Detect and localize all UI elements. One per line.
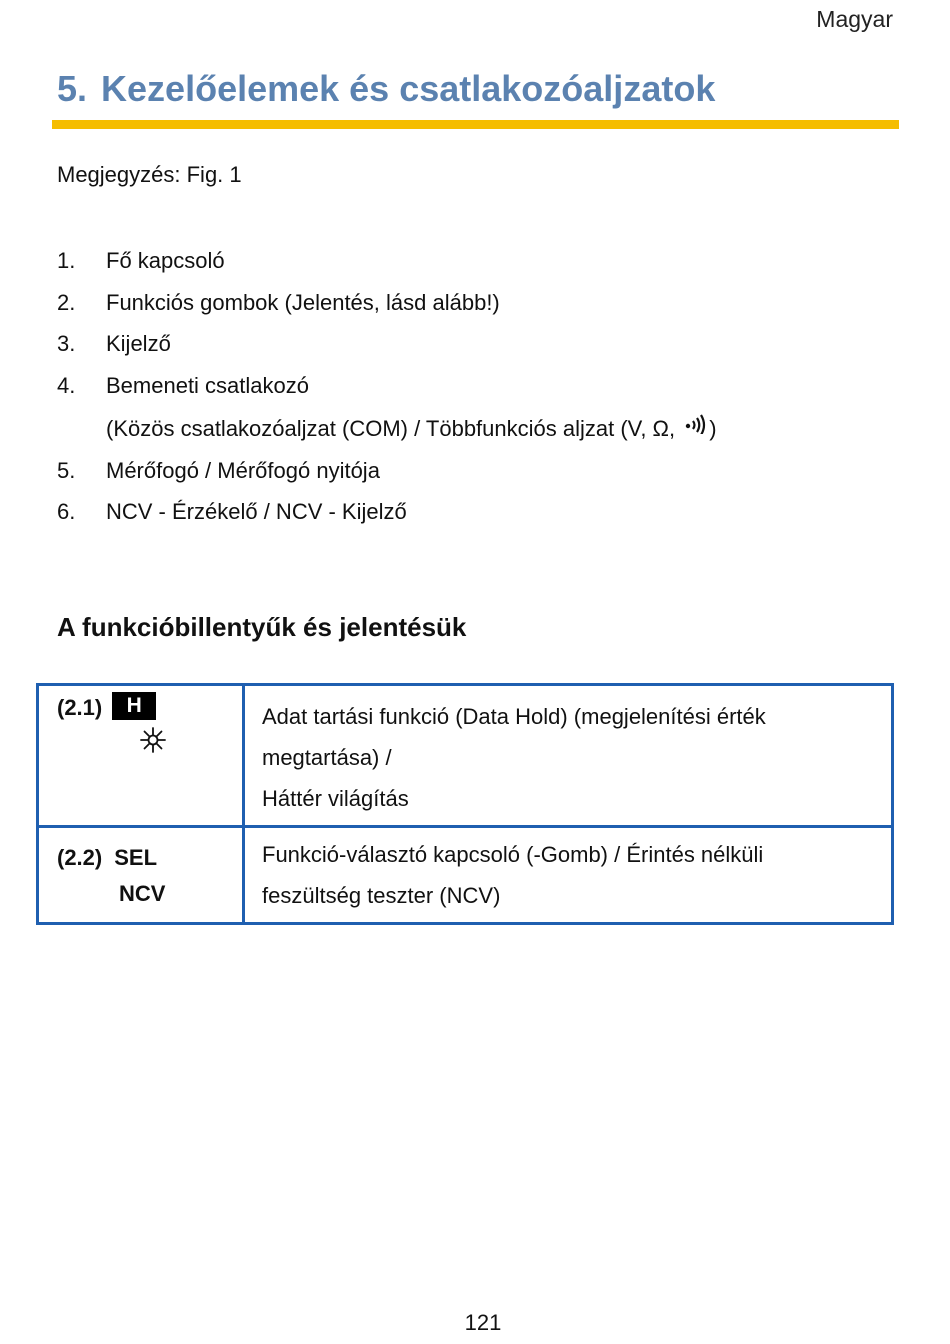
select-key-label: SEL: [114, 845, 158, 870]
list-item: [57, 365, 717, 450]
list-text: Mérőfogó / Mérőfogó nyitója: [106, 457, 380, 483]
list-item: [57, 282, 717, 324]
list-item: [57, 323, 717, 365]
key-number: (2.1): [57, 695, 103, 720]
list-item: [57, 491, 717, 533]
list-text: Kijelző: [106, 331, 171, 356]
hold-key-label: H: [112, 692, 156, 720]
table-row: [38, 685, 893, 827]
list-continuation-end: ): [709, 416, 717, 441]
list-text: Bemeneti csatlakozó: [106, 372, 309, 398]
chapter-title: [57, 68, 715, 110]
continuity-beep-icon: [685, 406, 709, 448]
list-text: Fő kapcsoló: [106, 248, 225, 273]
description-line: Háttér világítás: [262, 786, 409, 811]
chapter-title-text: Kezelőelemek és csatlakozóaljzatok: [101, 68, 716, 109]
list-number: 3.: [57, 331, 76, 356]
chapter-divider: [52, 120, 899, 129]
list-text: NCV - Érzékelő / NCV - Kijelző: [106, 499, 407, 524]
description-line: megtartása) /: [262, 745, 392, 770]
language-label: Magyar: [816, 6, 893, 32]
function-key-table: [36, 683, 894, 925]
sun-backlight-icon: [57, 726, 242, 760]
section-heading: A funkcióbillentyűk és jelentésük: [57, 612, 467, 642]
list-number: 5.: [57, 457, 76, 483]
control-list: [57, 240, 717, 533]
list-number: 6.: [57, 499, 76, 524]
list-number: 4.: [57, 372, 76, 398]
ncv-key-label: NCV: [119, 881, 166, 906]
list-number: 2.: [57, 289, 76, 315]
chapter-number: 5.: [57, 68, 88, 109]
table-row: [38, 827, 893, 924]
key-cell: [38, 827, 244, 924]
list-item: [57, 450, 717, 492]
figure-note: Megjegyzés: Fig. 1: [57, 162, 242, 187]
page-number: 121: [464, 1310, 502, 1335]
list-continuation: [106, 406, 717, 450]
list-continuation-text: (Közös csatlakozóaljzat (COM) / Többfunkciós aljzat (V, Ω,: [106, 416, 682, 441]
list-text: Funkciós gombok (Jelentés, lásd alább!): [106, 289, 500, 315]
description-line: feszültség teszter (NCV): [262, 883, 501, 908]
list-number: 1.: [57, 248, 76, 273]
list-item: [57, 240, 717, 282]
description-cell: [244, 685, 893, 827]
key-number: (2.2): [57, 845, 103, 870]
description-cell: [244, 827, 893, 924]
description-line: Adat tartási funkció (Data Hold) (megjelenítési érték: [262, 704, 766, 729]
description-line: Funkció-választó kapcsoló (-Gomb) / Érintés nélküli: [262, 842, 764, 867]
key-cell: [38, 685, 244, 827]
